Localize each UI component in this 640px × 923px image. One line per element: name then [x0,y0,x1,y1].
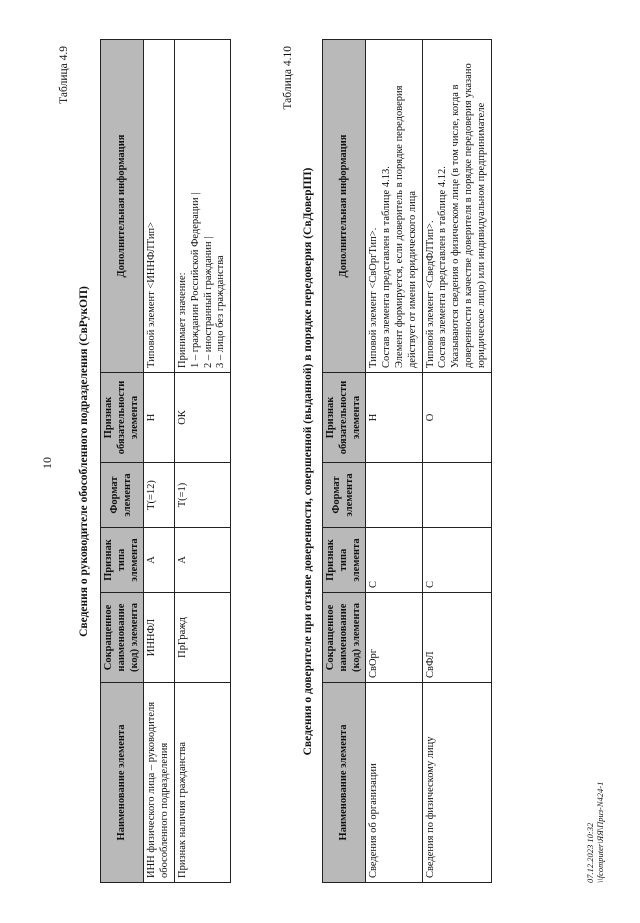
table-4-10-label: Таблица 4.10 [282,46,294,110]
header-element-name: Наименование элемента [323,683,366,883]
cell-type: А [144,528,175,593]
header-element-code: Сокращенное наименование (код) элемента [323,593,366,683]
header-element-name: Наименование элемента [101,683,144,883]
table-row [144,40,175,883]
cell-info [174,40,230,373]
table-4-9 [100,39,231,883]
info-line: Элемент формируется, если доверитель в порядке передоверия действует от имени юридического лица [393,85,418,368]
cell-format: T(=1) [174,463,230,528]
cell-type: С [366,528,422,593]
cell-name: Сведения об организации [366,683,422,883]
header-element-required: Признак обязательности элемента [101,373,144,463]
footer-timestamp: 07.12.2023 10:32 [585,822,595,883]
table-row [366,40,422,883]
info-line: 3 – лицо без гражданства [215,255,227,368]
table-row [422,40,491,883]
cell-required: Н [144,373,175,463]
cell-name: ИНН физического лица – руководителя обособленного подразделения [144,683,175,883]
cell-format: T(=12) [144,463,175,528]
info-line: Типовой элемент <СведФЛТип>. [424,220,436,368]
table-row [174,40,230,883]
info-line: Типовой элемент <ИННФЛТип> [146,222,158,368]
info-line: Состав элемента представлен в таблице 4.13. [381,166,393,368]
header-additional-info: Дополнительная информация [101,40,144,373]
document-footer [585,782,605,883]
info-line: 1 – гражданин Российской Федерации | [189,192,201,368]
cell-info [144,40,175,373]
table-4-10 [322,39,492,883]
header-element-format: Формат элемента [323,463,366,528]
info-line: 2 – иностранный гражданин | [202,236,214,368]
footer-path: \\fcomputer\ЯЯ\Приз-N424-1 [595,781,606,883]
info-line: Типовой элемент <СвОргТип>. [368,227,380,368]
table-4-9-label: Таблица 4.9 [58,46,70,104]
cell-code: ИННФЛ [144,593,175,683]
info-line: Принимает значение: [176,272,188,368]
header-element-required: Признак обязательности элемента [323,373,366,463]
cell-code: СвОрг [366,593,422,683]
info-line: Состав элемента представлен в таблице 4.12. [437,166,449,368]
header-element-type: Признак типа элемента [101,528,144,593]
cell-required: О [422,373,491,463]
info-line: Указываются сведения о физическом лице (в том числе, когда в доверенности в качестве доверителя в порядке передоверия указано юридическое лицо) или индивидуальном предпринимателе [450,63,487,368]
header-element-code: Сокращенное наименование (код) элемента [101,593,144,683]
cell-type: А [174,528,230,593]
header-element-type: Признак типа элемента [323,528,366,593]
table-4-9-title: Сведения о руководителе обособленного подразделения (СвРукОП) [78,286,90,637]
cell-type: С [422,528,491,593]
header-element-format: Формат элемента [101,463,144,528]
cell-name: Сведения по физическому лицу [422,683,491,883]
cell-info [366,40,422,373]
cell-name: Признак наличия гражданства [174,683,230,883]
cell-code: СвФЛ [422,593,491,683]
cell-info [422,40,491,373]
cell-code: ПрГражд [174,593,230,683]
table-header-row [323,40,366,883]
table-4-10-title: Сведения о доверителе при отзыве доверенности, совершенной (выданной) в порядке передоверия (СвДоверПП) [302,167,314,756]
table-header-row [101,40,144,883]
cell-required: ОК [174,373,230,463]
page-number: 10 [40,457,54,469]
cell-format [366,463,422,528]
cell-format [422,463,491,528]
header-additional-info: Дополнительная информация [323,40,366,373]
cell-required: Н [366,373,422,463]
